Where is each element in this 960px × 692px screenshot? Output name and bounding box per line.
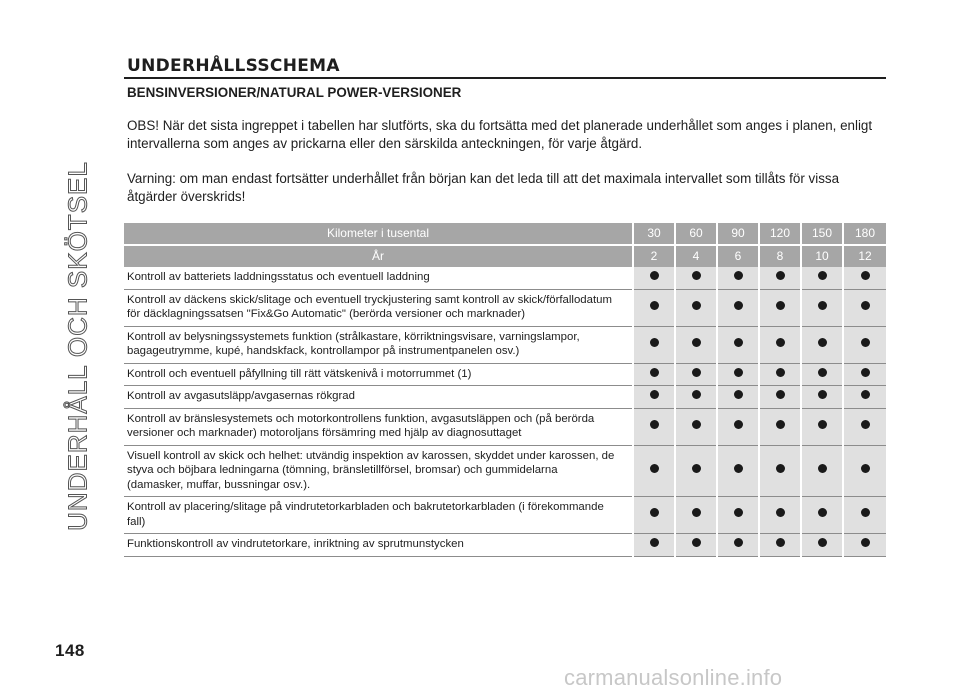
interval-cell bbox=[633, 363, 675, 386]
page-number: 148 bbox=[55, 641, 85, 660]
warning-paragraph: Varning: om man endast fortsätter underhållet från början kan det leda till att det maximala intervallet som tillåts för vissa åtgärder överskrids! bbox=[127, 171, 840, 204]
task-description: Kontroll av däckens skick/slitage och eventuell tryckjustering samt kontroll av skick/förfallodatum för däcklagningssatsen "Fix&Go Automatic" (berörda versioner och marknader) bbox=[124, 289, 633, 326]
bullet-dot-icon bbox=[776, 301, 785, 310]
bullet-dot-icon bbox=[650, 301, 659, 310]
interval-cell bbox=[633, 497, 675, 534]
header-km-label: Kilometer i tusental bbox=[124, 223, 633, 245]
bullet-dot-icon bbox=[734, 420, 743, 429]
interval-cell bbox=[717, 289, 759, 326]
interval-cell bbox=[717, 497, 759, 534]
task-description: Kontroll av avgasutsläpp/avgasernas rökgrad bbox=[124, 386, 633, 409]
bullet-dot-icon bbox=[776, 538, 785, 547]
bullet-dot-icon bbox=[692, 508, 701, 517]
interval-cell bbox=[675, 326, 717, 363]
bullet-dot-icon bbox=[861, 420, 870, 429]
interval-cell bbox=[759, 534, 801, 557]
interval-cell bbox=[843, 445, 886, 497]
bullet-dot-icon bbox=[776, 464, 785, 473]
bullet-dot-icon bbox=[861, 271, 870, 280]
table-row bbox=[124, 267, 886, 289]
interval-cell bbox=[675, 363, 717, 386]
bullet-dot-icon bbox=[818, 420, 827, 429]
interval-cell bbox=[843, 497, 886, 534]
bullet-dot-icon bbox=[692, 538, 701, 547]
bullet-dot-icon bbox=[692, 464, 701, 473]
task-description: Kontroll av batteriets laddningsstatus och eventuell laddning bbox=[124, 267, 633, 289]
interval-cell bbox=[843, 289, 886, 326]
table-row bbox=[124, 445, 886, 497]
interval-cell bbox=[759, 386, 801, 409]
watermark: carmanualsonline.info bbox=[564, 665, 783, 690]
interval-cell bbox=[801, 289, 843, 326]
bullet-dot-icon bbox=[692, 390, 701, 399]
interval-cell bbox=[717, 386, 759, 409]
bullet-dot-icon bbox=[818, 301, 827, 310]
interval-cell bbox=[633, 445, 675, 497]
interval-cell bbox=[717, 534, 759, 557]
bullet-dot-icon bbox=[818, 464, 827, 473]
interval-cell bbox=[717, 408, 759, 445]
bullet-dot-icon bbox=[734, 464, 743, 473]
bullet-dot-icon bbox=[650, 390, 659, 399]
bullet-dot-icon bbox=[861, 338, 870, 347]
bullet-dot-icon bbox=[692, 338, 701, 347]
header-km-value: 150 bbox=[801, 223, 843, 245]
header-year-value: 10 bbox=[801, 245, 843, 267]
task-description: Kontroll av bränslesystemets och motorkontrollens funktion, avgasutsläppen och (på berörda versioner och marknader) motoroljans försämring med hjälp av diagnosuttaget bbox=[124, 408, 633, 445]
bullet-dot-icon bbox=[818, 338, 827, 347]
interval-cell bbox=[801, 445, 843, 497]
interval-cell bbox=[759, 408, 801, 445]
interval-cell bbox=[843, 386, 886, 409]
task-description: Kontroll och eventuell påfyllning till rätt vätskenivå i motorrummet (1) bbox=[124, 363, 633, 386]
header-km-value: 180 bbox=[843, 223, 886, 245]
bullet-dot-icon bbox=[776, 368, 785, 377]
interval-cell bbox=[675, 408, 717, 445]
interval-cell bbox=[759, 363, 801, 386]
interval-cell bbox=[801, 408, 843, 445]
header-km-value: 90 bbox=[717, 223, 759, 245]
header-year-label: År bbox=[124, 245, 633, 267]
interval-cell bbox=[801, 534, 843, 557]
bullet-dot-icon bbox=[650, 338, 659, 347]
bullet-dot-icon bbox=[692, 368, 701, 377]
bullet-dot-icon bbox=[861, 464, 870, 473]
bullet-dot-icon bbox=[734, 368, 743, 377]
interval-cell bbox=[717, 445, 759, 497]
bullet-dot-icon bbox=[650, 538, 659, 547]
bullet-dot-icon bbox=[776, 271, 785, 280]
interval-cell bbox=[633, 408, 675, 445]
interval-cell bbox=[801, 386, 843, 409]
interval-cell bbox=[717, 363, 759, 386]
table-row bbox=[124, 408, 886, 445]
bullet-dot-icon bbox=[776, 390, 785, 399]
interval-cell bbox=[675, 534, 717, 557]
bullet-dot-icon bbox=[650, 368, 659, 377]
interval-cell bbox=[843, 326, 886, 363]
task-description: Kontroll av belysningssystemets funktion (strålkastare, körriktningsvisare, varningslampor, bagageutrymme, kupé, handskfack, kontrollampor på instrumentpanelen osv.) bbox=[124, 326, 633, 363]
bullet-dot-icon bbox=[692, 271, 701, 280]
main-content bbox=[124, 56, 886, 557]
table-row bbox=[124, 326, 886, 363]
bullet-dot-icon bbox=[692, 420, 701, 429]
interval-cell bbox=[675, 267, 717, 289]
table-row bbox=[124, 289, 886, 326]
bullet-dot-icon bbox=[861, 538, 870, 547]
header-year-value: 2 bbox=[633, 245, 675, 267]
interval-cell bbox=[633, 289, 675, 326]
interval-cell bbox=[759, 445, 801, 497]
interval-cell bbox=[633, 267, 675, 289]
task-description: Funktionskontroll av vindrutetorkare, inriktning av sprutmunstycken bbox=[124, 534, 633, 557]
bullet-dot-icon bbox=[734, 508, 743, 517]
interval-cell bbox=[717, 326, 759, 363]
bullet-dot-icon bbox=[734, 271, 743, 280]
section-subtitle: BENSINVERSIONER/NATURAL POWER-VERSIONER bbox=[127, 85, 462, 100]
header-km-value: 30 bbox=[633, 223, 675, 245]
bullet-dot-icon bbox=[861, 301, 870, 310]
interval-cell bbox=[801, 326, 843, 363]
interval-cell bbox=[843, 408, 886, 445]
header-year-value: 6 bbox=[717, 245, 759, 267]
bullet-dot-icon bbox=[861, 368, 870, 377]
interval-cell bbox=[633, 386, 675, 409]
header-km-value: 60 bbox=[675, 223, 717, 245]
bullet-dot-icon bbox=[650, 508, 659, 517]
header-km-value: 120 bbox=[759, 223, 801, 245]
interval-cell bbox=[843, 534, 886, 557]
interval-cell bbox=[675, 289, 717, 326]
interval-cell bbox=[801, 497, 843, 534]
side-chapter-title: UNDERHÅLL OCH SKÖTSEL bbox=[62, 161, 93, 531]
interval-cell bbox=[633, 326, 675, 363]
bullet-dot-icon bbox=[776, 338, 785, 347]
table-row bbox=[124, 497, 886, 534]
interval-cell bbox=[843, 267, 886, 289]
bullet-dot-icon bbox=[776, 420, 785, 429]
table-row bbox=[124, 534, 886, 557]
bullet-dot-icon bbox=[650, 464, 659, 473]
header-row-km bbox=[124, 223, 886, 245]
interval-cell bbox=[759, 267, 801, 289]
bullet-dot-icon bbox=[861, 508, 870, 517]
bullet-dot-icon bbox=[818, 508, 827, 517]
header-year-value: 4 bbox=[675, 245, 717, 267]
task-description: Kontroll av placering/slitage på vindrutetorkarbladen och bakrutetorkarbladen (i förekommande fall) bbox=[124, 497, 633, 534]
table-row bbox=[124, 386, 886, 409]
bullet-dot-icon bbox=[650, 420, 659, 429]
bullet-dot-icon bbox=[818, 368, 827, 377]
bullet-dot-icon bbox=[734, 301, 743, 310]
interval-cell bbox=[633, 534, 675, 557]
schedule-body bbox=[124, 267, 886, 556]
interval-cell bbox=[843, 363, 886, 386]
section-title: UNDERHÅLLSSCHEMA bbox=[127, 56, 340, 76]
task-description: Visuell kontroll av skick och helhet: utvändig inspektion av karossen, skyddet under karossen, de styva och böjbara ledningarna (tömning, bränsletillförsel, bromsar) och gummidelarna (damasker, muffar, bussningar osv.). bbox=[124, 445, 633, 497]
header-year-value: 12 bbox=[843, 245, 886, 267]
bullet-dot-icon bbox=[650, 271, 659, 280]
interval-cell bbox=[675, 497, 717, 534]
header-row-year bbox=[124, 245, 886, 267]
bullet-dot-icon bbox=[734, 538, 743, 547]
table-row bbox=[124, 363, 886, 386]
bullet-dot-icon bbox=[861, 390, 870, 399]
interval-cell bbox=[759, 289, 801, 326]
section-header bbox=[124, 56, 886, 79]
maintenance-schedule-table bbox=[124, 223, 886, 557]
interval-cell bbox=[717, 267, 759, 289]
interval-cell bbox=[759, 326, 801, 363]
bullet-dot-icon bbox=[776, 508, 785, 517]
interval-cell bbox=[801, 267, 843, 289]
header-year-value: 8 bbox=[759, 245, 801, 267]
interval-cell bbox=[675, 386, 717, 409]
interval-cell bbox=[675, 445, 717, 497]
bullet-dot-icon bbox=[734, 390, 743, 399]
bullet-dot-icon bbox=[734, 338, 743, 347]
bullet-dot-icon bbox=[692, 301, 701, 310]
interval-cell bbox=[801, 363, 843, 386]
bullet-dot-icon bbox=[818, 390, 827, 399]
interval-cell bbox=[759, 497, 801, 534]
note-paragraph: OBS! När det sista ingreppet i tabellen har slutförts, ska du fortsätta med det planerade underhållet som anges i planen, enligt intervallerna som anges av prickarna eller den särskilda anteckningen, för varje åtgärd. bbox=[127, 118, 873, 151]
bullet-dot-icon bbox=[818, 538, 827, 547]
bullet-dot-icon bbox=[818, 271, 827, 280]
